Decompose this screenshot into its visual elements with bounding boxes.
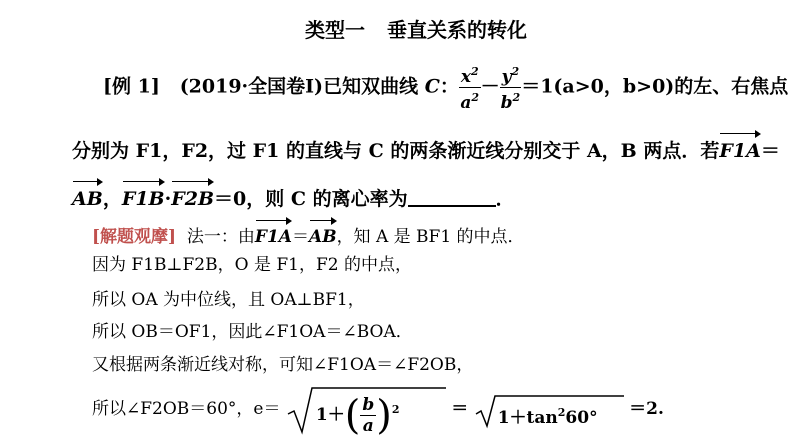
solution-line-2: 因为 F1B⊥F2B，O 是 F1，F2 的中点， [92, 255, 412, 275]
vector-ab-2: AB [309, 217, 337, 251]
solution-line-6 [92, 383, 664, 438]
frac2-den-exp: 2 [512, 91, 521, 104]
solution-text-1a: 法一：由 [186, 227, 255, 247]
problem-text-1: 已知双曲线 [323, 75, 419, 98]
solution-label: [解题观摩] [92, 227, 177, 247]
problem-text-3: ＝0，则 C 的离心率为 [214, 188, 408, 210]
example-label: [例 1] [103, 75, 160, 98]
dot-product: · [164, 188, 172, 210]
vector-f1a: F1A [719, 130, 760, 166]
minus-sign: － [480, 75, 500, 98]
fraction-x2-a2 [459, 62, 481, 113]
section-type: 类型一 [305, 18, 365, 42]
frac1-den: a [460, 93, 472, 113]
solution-line-4: 所以 OB＝OF1，因此∠F1OA＝∠BOA． [92, 322, 413, 342]
section-topic: 垂直关系的转化 [387, 18, 527, 42]
comma: ， [102, 188, 122, 210]
period: ． [495, 188, 515, 210]
frac1-num-exp: 2 [470, 65, 479, 78]
colon: ： [439, 75, 459, 98]
vector-f1b: F1B [122, 178, 165, 214]
fraction-b-a [360, 395, 376, 436]
tan-expression: 1＋tan [497, 407, 558, 428]
answer-blank [408, 187, 496, 207]
tan-angle: 60° [565, 407, 598, 428]
frac2-num-exp: 2 [511, 65, 520, 78]
solution-line-1 [92, 217, 525, 245]
square-exp: 2 [391, 402, 400, 416]
sqrt-expression-2 [474, 384, 624, 436]
right-paren: ) [376, 392, 392, 438]
problem-line-1 [103, 62, 789, 113]
final-answer: ＝2. [629, 399, 664, 419]
problem-text-2: 分别为 F1，F2，过 F1 的直线与 C 的两条渐近线分别交于 A，B 两点．若 [72, 140, 720, 162]
curve-name: C [424, 75, 440, 98]
frac1-den-exp: 2 [471, 91, 480, 104]
problem-line-3 [72, 178, 515, 208]
fraction-y2-b2 [500, 62, 522, 113]
frac-a: a [362, 415, 374, 436]
vector-f1a-2: F1A [255, 217, 292, 251]
left-paren: ( [344, 392, 361, 438]
equals-sign-3: ＝ [451, 399, 469, 419]
solution-text-6a: 所以∠F2OB＝60°，e＝ [92, 399, 281, 419]
vector-ab: AB [72, 178, 103, 214]
problem-line-2 [72, 130, 780, 160]
equals-sign: ＝ [760, 140, 780, 162]
sqrt-expression-1 [286, 384, 446, 436]
frac-b: b [362, 394, 375, 415]
frac1-num: x [460, 67, 471, 87]
tan-exp: 2 [557, 405, 566, 419]
frac2-num: y [501, 67, 512, 87]
solution-line-5: 又根据两条渐近线对称，可知∠F1OA＝∠F2OB， [92, 355, 474, 375]
solution-text-1b: ，知 A 是 BF1 的中点． [336, 227, 525, 247]
problem-condition: ＝1(a>0，b>0)的左、右焦点 [521, 75, 789, 98]
section-title [305, 18, 527, 42]
solution-line-3: 所以 OA 为中位线，且 OA⊥BF1， [92, 290, 365, 310]
frac2-den: b [500, 93, 513, 113]
problem-source: (2019·全国卷Ⅰ) [179, 75, 324, 98]
vector-f2b: F2B [171, 178, 214, 214]
equals-sign-2: ＝ [292, 227, 309, 247]
one-plus: 1＋ [315, 404, 345, 425]
